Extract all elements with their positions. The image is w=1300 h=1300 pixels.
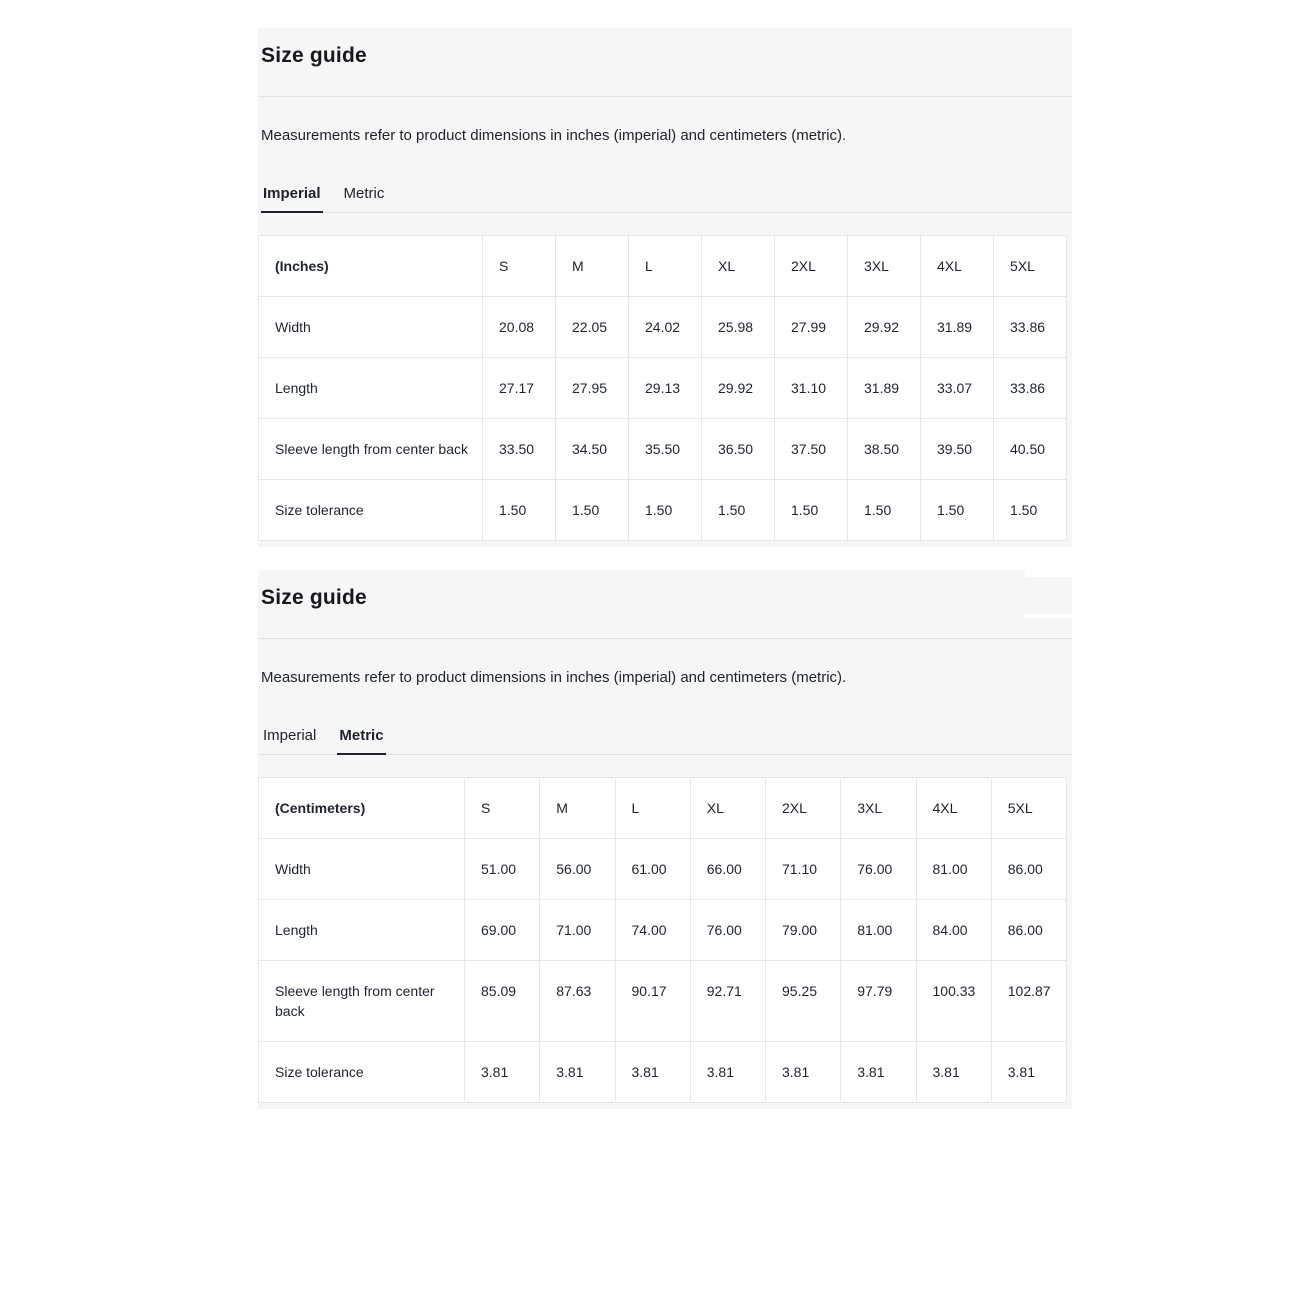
measurement-value: 29.92 <box>848 297 921 358</box>
size-column-header: 2XL <box>766 778 841 839</box>
row-label: Length <box>259 358 483 419</box>
measurement-value: 27.17 <box>483 358 556 419</box>
measurement-value: 76.00 <box>841 839 916 900</box>
size-column-header: 3XL <box>841 778 916 839</box>
size-column-header: M <box>556 236 629 297</box>
measurement-value: 71.00 <box>540 900 615 961</box>
measurement-value: 3.81 <box>916 1042 991 1103</box>
size-column-header: S <box>465 778 540 839</box>
measurement-value: 61.00 <box>615 839 690 900</box>
size-column-header: L <box>615 778 690 839</box>
size-column-header: XL <box>702 236 775 297</box>
measurement-value: 39.50 <box>921 419 994 480</box>
measurement-value: 27.99 <box>775 297 848 358</box>
measurement-value: 69.00 <box>465 900 540 961</box>
size-table-inches <box>258 235 1067 541</box>
measurement-value: 87.63 <box>540 961 615 1042</box>
measurement-value: 1.50 <box>994 480 1067 541</box>
size-column-header: XL <box>690 778 765 839</box>
measurement-value: 22.05 <box>556 297 629 358</box>
measurements-description: Measurements refer to product dimensions in inches (imperial) and centimeters (metric). <box>261 669 847 686</box>
row-label: Width <box>259 839 465 900</box>
row-label: Width <box>259 297 483 358</box>
measurement-value: 33.50 <box>483 419 556 480</box>
size-column-header: 5XL <box>994 236 1067 297</box>
measurement-value: 29.92 <box>702 358 775 419</box>
measurement-value: 33.86 <box>994 358 1067 419</box>
page-title: Size guide <box>261 586 367 609</box>
tab-metric[interactable]: Metric <box>337 726 385 755</box>
measurement-value: 35.50 <box>629 419 702 480</box>
unit-tabs <box>258 184 1072 213</box>
measurement-value: 76.00 <box>690 900 765 961</box>
measurement-value: 86.00 <box>991 839 1066 900</box>
measurement-value: 85.09 <box>465 961 540 1042</box>
size-column-header: 4XL <box>921 236 994 297</box>
measurement-value: 31.89 <box>921 297 994 358</box>
measurement-value: 33.86 <box>994 297 1067 358</box>
size-column-header: 2XL <box>775 236 848 297</box>
measurement-value: 33.07 <box>921 358 994 419</box>
row-label: Size tolerance <box>259 480 483 541</box>
measurement-value: 3.81 <box>841 1042 916 1103</box>
row-label: Sleeve length from center back <box>259 961 465 1042</box>
measurement-value: 1.50 <box>556 480 629 541</box>
size-column-header: S <box>483 236 556 297</box>
measurement-value: 66.00 <box>690 839 765 900</box>
measurement-value: 40.50 <box>994 419 1067 480</box>
table-row <box>259 1042 1067 1103</box>
measurement-value: 20.08 <box>483 297 556 358</box>
measurement-value: 81.00 <box>916 839 991 900</box>
measurement-value: 25.98 <box>702 297 775 358</box>
measurement-value: 37.50 <box>775 419 848 480</box>
measurement-value: 51.00 <box>465 839 540 900</box>
measurement-value: 92.71 <box>690 961 765 1042</box>
measurement-value: 3.81 <box>540 1042 615 1103</box>
measurement-value: 74.00 <box>615 900 690 961</box>
tab-metric[interactable]: Metric <box>342 184 387 213</box>
tab-imperial[interactable]: Imperial <box>261 726 318 755</box>
measurement-value: 3.81 <box>465 1042 540 1103</box>
measurements-description: Measurements refer to product dimensions in inches (imperial) and centimeters (metric). <box>261 127 847 144</box>
measurement-value: 1.50 <box>483 480 556 541</box>
unit-header-cell: (Inches) <box>259 236 483 297</box>
size-column-header: M <box>540 778 615 839</box>
measurement-value: 31.10 <box>775 358 848 419</box>
measurement-value: 79.00 <box>766 900 841 961</box>
size-guide-section-imperial <box>258 28 1072 547</box>
table-row <box>259 961 1067 1042</box>
size-column-header: 4XL <box>916 778 991 839</box>
table-row <box>259 839 1067 900</box>
measurement-value: 1.50 <box>775 480 848 541</box>
table-row <box>259 297 1067 358</box>
divider <box>258 638 1072 639</box>
measurement-value: 34.50 <box>556 419 629 480</box>
measurement-value: 38.50 <box>848 419 921 480</box>
measurement-value: 1.50 <box>848 480 921 541</box>
measurement-value: 56.00 <box>540 839 615 900</box>
measurement-value: 1.50 <box>702 480 775 541</box>
table-header-row <box>259 236 1067 297</box>
measurement-value: 86.00 <box>991 900 1066 961</box>
measurement-value: 31.89 <box>848 358 921 419</box>
measurement-value: 3.81 <box>615 1042 690 1103</box>
table-row <box>259 900 1067 961</box>
measurement-value: 81.00 <box>841 900 916 961</box>
measurement-value: 3.81 <box>690 1042 765 1103</box>
measurement-value: 100.33 <box>916 961 991 1042</box>
measurement-value: 3.81 <box>991 1042 1066 1103</box>
measurement-value: 1.50 <box>921 480 994 541</box>
divider <box>258 96 1072 97</box>
table-header-row <box>259 778 1067 839</box>
tab-imperial[interactable]: Imperial <box>261 184 323 213</box>
row-label: Size tolerance <box>259 1042 465 1103</box>
measurement-value: 27.95 <box>556 358 629 419</box>
measurement-value: 24.02 <box>629 297 702 358</box>
table-row <box>259 480 1067 541</box>
size-column-header: 5XL <box>991 778 1066 839</box>
row-label: Sleeve length from center back <box>259 419 483 480</box>
measurement-value: 3.81 <box>766 1042 841 1103</box>
page-title: Size guide <box>261 44 367 67</box>
scrollbar-gutter <box>1025 614 1072 618</box>
measurement-value: 97.79 <box>841 961 916 1042</box>
unit-header-cell: (Centimeters) <box>259 778 465 839</box>
size-table-centimeters <box>258 777 1067 1103</box>
measurement-value: 29.13 <box>629 358 702 419</box>
size-column-header: L <box>629 236 702 297</box>
measurement-value: 1.50 <box>629 480 702 541</box>
measurement-value: 95.25 <box>766 961 841 1042</box>
measurement-value: 36.50 <box>702 419 775 480</box>
row-label: Length <box>259 900 465 961</box>
unit-tabs <box>258 726 1072 755</box>
measurement-value: 90.17 <box>615 961 690 1042</box>
measurement-value: 71.10 <box>766 839 841 900</box>
size-column-header: 3XL <box>848 236 921 297</box>
table-row <box>259 419 1067 480</box>
table-row <box>259 358 1067 419</box>
scrollbar-gutter <box>1025 570 1072 577</box>
measurement-value: 102.87 <box>991 961 1066 1042</box>
measurement-value: 84.00 <box>916 900 991 961</box>
size-guide-section-metric <box>258 570 1072 1109</box>
